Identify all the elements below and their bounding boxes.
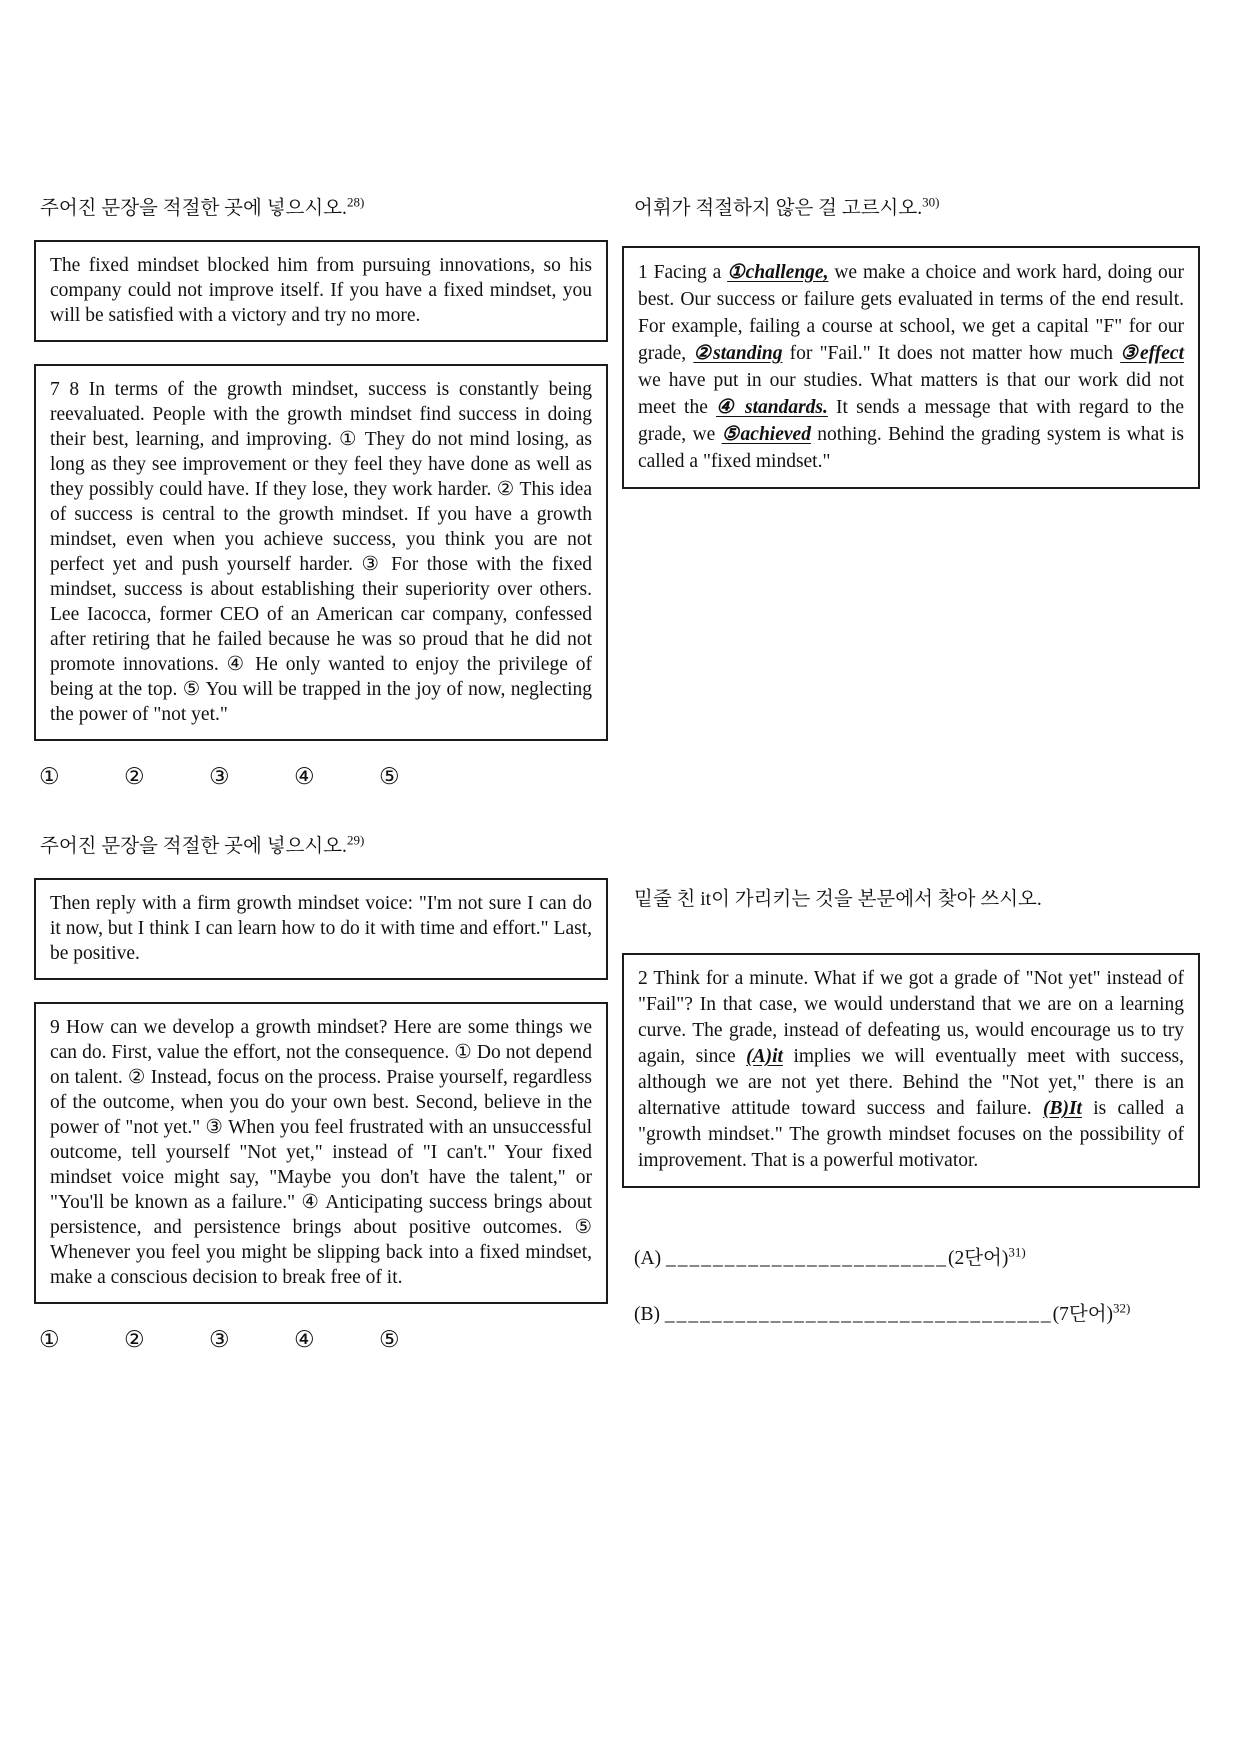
answer-b-label: (B) bbox=[634, 1304, 660, 1325]
given-sentence-box-28 bbox=[34, 240, 608, 342]
question-29-title bbox=[34, 834, 608, 860]
footnote-ref-29: 29) bbox=[346, 832, 365, 848]
passage-text: is called a "growth mindset." The growth mindset focuses on the possibility of improvement. That is a powerful motivator. bbox=[638, 1098, 1185, 1171]
passage-text: we have put in our studies. What matters is that our work did not meet the bbox=[638, 370, 1184, 418]
passage-box-7-8 bbox=[34, 364, 608, 741]
underlined-term: (A)it bbox=[746, 1046, 783, 1067]
question-it-title bbox=[622, 887, 1200, 913]
right-column bbox=[622, 196, 1200, 1353]
passage-text: for "Fail." It does not matter how much bbox=[782, 343, 1121, 364]
answer-line-b bbox=[622, 1302, 1200, 1328]
option-28-5[interactable]: ⑤ bbox=[379, 764, 400, 789]
question-it-title-text: 밑줄 친 it이 가리키는 것을 본문에서 찾아 쓰시오. bbox=[634, 889, 1042, 910]
option-29-1[interactable]: ① bbox=[39, 1327, 60, 1352]
underlined-term: ④ standards. bbox=[716, 397, 828, 418]
option-28-1[interactable]: ① bbox=[39, 764, 60, 789]
given-sentence-29 bbox=[50, 893, 592, 964]
option-29-2[interactable]: ② bbox=[124, 1327, 145, 1352]
given-sentence-28 bbox=[50, 255, 592, 326]
passage-text: implies we will eventually meet with success, although we are not yet there. Behind the "Not yet," there is an alternative attitude toward success and failure. bbox=[638, 1046, 1184, 1119]
option-28-3[interactable]: ③ bbox=[209, 764, 230, 789]
option-29-5[interactable]: ⑤ bbox=[379, 1327, 400, 1352]
passage-box-9 bbox=[34, 1002, 608, 1304]
left-column bbox=[34, 196, 608, 1353]
footnote-ref-31: 31) bbox=[1008, 1244, 1026, 1260]
answer-a-label: (A) bbox=[634, 1248, 662, 1269]
option-28-2[interactable]: ② bbox=[124, 764, 145, 789]
underlined-term: (B)It bbox=[1042, 1098, 1082, 1119]
underlined-term: ⑤achieved bbox=[721, 424, 811, 445]
question-30-title bbox=[622, 196, 1200, 222]
underlined-term: ②standing bbox=[693, 343, 783, 364]
footnote-ref-30: 30) bbox=[922, 194, 940, 210]
footnote-ref-28: 28) bbox=[346, 194, 365, 210]
passage-text: 9 How can we develop a growth mindset? Here are some things we can do. First, value the effort, not the consequence. ① Do not depend on talent. ② Instead, focus on the process. Praise yourself, regardless of the outcome, when you do your own best. Second, believe in the power of "not yet." ③ When you feel frustrated with an unsuccessful outcome, tell yourself "Not yet," instead of "I can't." Your fixed mindset voice might say, "Maybe you don't have the talent," or "You'll be known as a failure." ④ Anticipating success brings about persistence, and persistence brings about positive outcomes. ⑤ Whenever you feel you might be slipping back into a fixed mindset, make a conscious decision to break free of it. bbox=[50, 1017, 592, 1288]
passage-text: The fixed mindset blocked him from pursuing innovations, so his company could not improve itself. If you have a fixed mindset, you will be satisfied with a victory and try no more. bbox=[50, 255, 592, 326]
underlined-term: ③effect bbox=[1120, 343, 1184, 364]
option-29-4[interactable]: ④ bbox=[294, 1327, 315, 1352]
answer-line-a bbox=[622, 1246, 1200, 1272]
passage-box-1-vocab bbox=[622, 246, 1200, 489]
passage-1 bbox=[638, 262, 1184, 472]
passage-text: we make a choice and work hard, doing our best. Our success or failure gets evaluated in terms of the end result. For example, failing a course at school, we get a capital "F" for our grade, bbox=[638, 262, 1185, 364]
answer-options-28 bbox=[34, 764, 608, 790]
passage-9 bbox=[50, 1017, 592, 1288]
passage-text: nothing. Behind the grading system is what is called a "fixed mindset." bbox=[638, 424, 1184, 472]
question-28-title bbox=[34, 196, 608, 222]
underlined-term: ①challenge, bbox=[727, 262, 829, 283]
question-29-title-text: 주어진 문장을 적절한 곳에 넣으시오. bbox=[40, 836, 347, 857]
given-sentence-box-29 bbox=[34, 878, 608, 980]
answer-a-word-count: (2단어) bbox=[947, 1248, 1009, 1269]
answer-blank-a[interactable]: ________________________ bbox=[665, 1248, 948, 1269]
answer-b-word-count: (7단어) bbox=[1052, 1304, 1114, 1325]
answer-options-29 bbox=[34, 1327, 608, 1353]
option-29-3[interactable]: ③ bbox=[209, 1327, 230, 1352]
passage-text: Then reply with a firm growth mindset voice: "I'm not sure I can do it now, but I think I can learn how to do it with time and effort." Last, be positive. bbox=[50, 893, 592, 964]
passage-text: 2 Think for a minute. What if we got a grade of "Not yet" instead of "Fail"? In that case, we would understand that we are on a learning curve. The grade, instead of defeating us, would encourage us to try again, since bbox=[638, 968, 1184, 1067]
question-30-title-text: 어휘가 적절하지 않은 걸 고르시오. bbox=[634, 198, 923, 219]
passage-box-2 bbox=[622, 953, 1200, 1188]
passage-2 bbox=[638, 968, 1184, 1171]
passage-7-8 bbox=[50, 379, 592, 725]
option-28-4[interactable]: ④ bbox=[294, 764, 315, 789]
passage-text: 7 8 In terms of the growth mindset, success is constantly being reevaluated. People with the growth mindset find success in doing their best, learning, and improving. ① They do not mind losing, as long as they see improvement or they feel they have done as well as they possibly could have. If they lose, they work harder. ② This idea of success is central to the growth mindset. If you have a growth mindset, even when you achieve success, you think you are not perfect yet and push yourself harder. ③ For those with the fixed mindset, success is about establishing their superiority over others. Lee Iacocca, former CEO of an American car company, confessed after retiring that he failed because he was so proud that he did not promote innovations. ④ He only wanted to enjoy the privilege of being at the top. ⑤ You will be trapped in the joy of now, neglecting the power of "not yet." bbox=[50, 379, 592, 725]
passage-text: It sends a message that with regard to the grade, we bbox=[638, 397, 1185, 445]
question-28-title-text: 주어진 문장을 적절한 곳에 넣으시오. bbox=[40, 198, 347, 219]
footnote-ref-32: 32) bbox=[1113, 1300, 1131, 1316]
passage-text: 1 Facing a bbox=[638, 262, 728, 283]
answer-blank-b[interactable]: _________________________________ bbox=[664, 1304, 1053, 1325]
